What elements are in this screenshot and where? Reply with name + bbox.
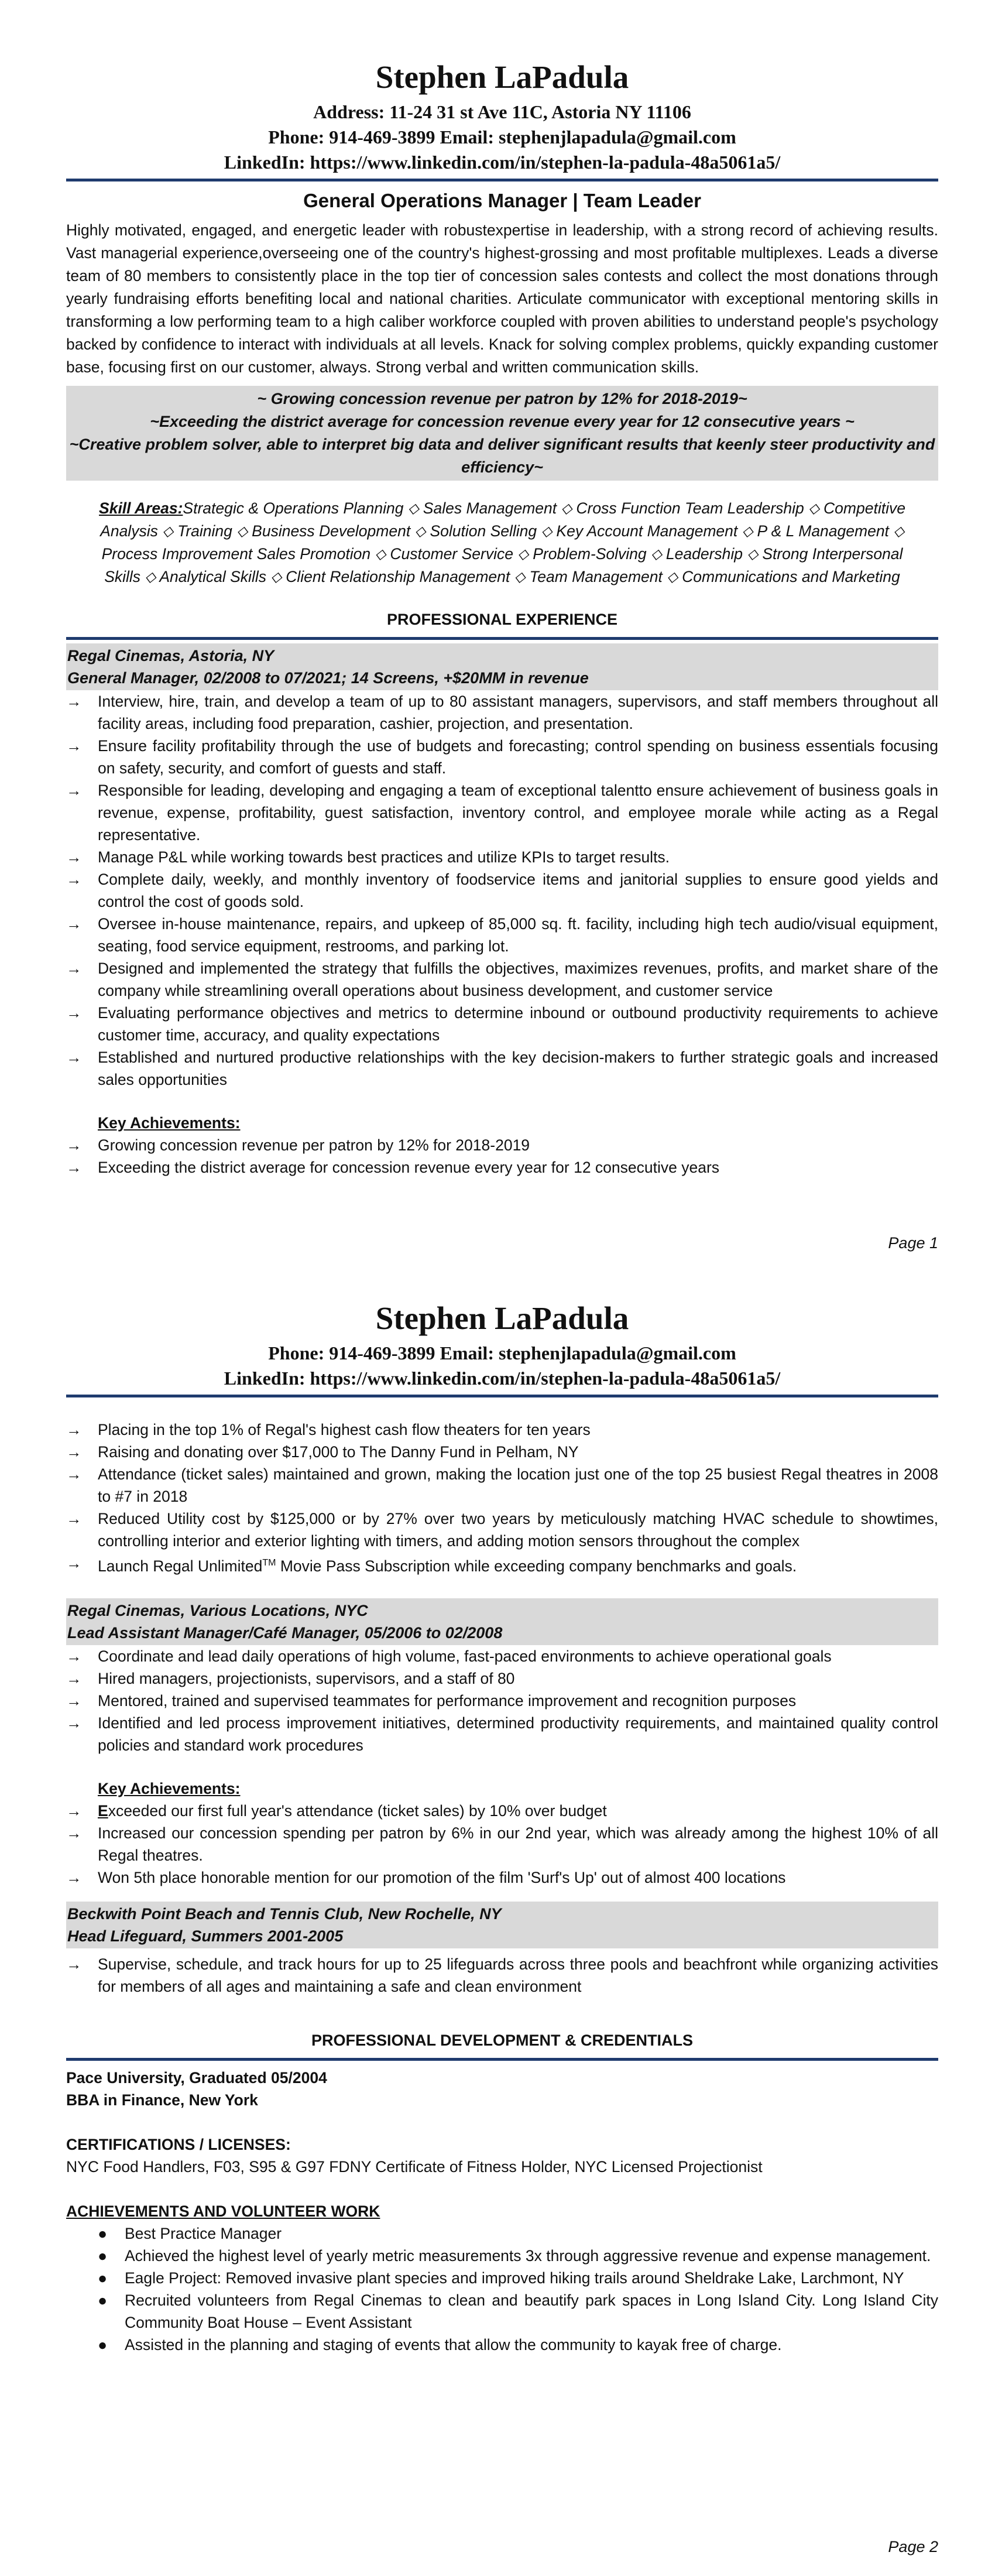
list-item: → Placing in the top 1% of Regal's highest cash flow theaters for ten years <box>66 1419 938 1441</box>
page-number: Page 2 <box>888 2538 938 2556</box>
list-item: → Complete daily, weekly, and monthly inventory of foodservice items and janitorial supplies to ensure good yields and control the cost of goods sold. <box>66 868 938 913</box>
arrow-icon: → <box>66 915 82 933</box>
skill-areas-list: Strategic & Operations Planning ⬦ Sales Management ⬦ Cross Function Team Leadership ⬦ Competitive Analysis ⬦ Training ⬦ Business Development ⬦ Solution Selling ⬦ Key Account Management ⬦ P & L Management ⬦ Process Improvement Sales Promotion ⬦ Customer Service ⬦ Problem-Solving ⬦ Leadership ⬦ Strong Interpersonal Skills ⬦ Analytical Skills ⬦ Client Relationship Management ⬦ Team Management ⬦ Communications and Marketing <box>100 499 905 585</box>
job-header <box>66 643 938 690</box>
list-item: ● Achieved the highest level of yearly metric measurements 3x through aggressive revenue and expense management. <box>66 2245 938 2267</box>
job1-achievements <box>66 1134 938 1179</box>
arrow-icon: → <box>66 693 82 710</box>
job-company: Regal Cinemas, Various Locations, NYC <box>67 1601 368 1619</box>
list-item: → Coordinate and lead daily operations of high volume, fast-paced environments to achieve operational goals <box>66 1645 938 1667</box>
volunteer-list <box>66 2222 938 2356</box>
list-item: → Hired managers, projectionists, supervisors, and a staff of 80 <box>66 1667 938 1690</box>
bullet-icon: ● <box>98 2335 108 2354</box>
job1-responsibilities <box>66 690 938 1091</box>
job1-achievements-continued <box>66 1419 938 1577</box>
list-item: → Increased our concession spending per patron by 6% in our 2nd year, which was already among the highest 10% of all Regal theatres. <box>66 1822 938 1866</box>
bullet-icon: ● <box>98 2291 108 2309</box>
list-item: → Designed and implemented the strategy that fulfills the objectives, maximizes revenues, profits, and market share of the company while streamlining overall operations about business development, and customer service <box>66 957 938 1002</box>
arrow-icon: → <box>66 1714 82 1732</box>
list-item: → Attendance (ticket sales) maintained and grown, making the location just one of the top 25 busiest Regal theatres in 2008 to #7 in 2018 <box>66 1463 938 1508</box>
arrow-icon: → <box>66 1443 82 1461</box>
job-title: Lead Assistant Manager/Café Manager, 05/2006 to 02/2008 <box>67 1623 503 1642</box>
header-divider <box>66 1395 938 1397</box>
list-item: ● Recruited volunteers from Regal Cinemas to clean and beautify park spaces in Long Island City. Long Island City Community Boat House – Event Assistant <box>66 2289 938 2334</box>
list-item: → Supervise, schedule, and track hours for up to 25 lifeguards across three pools and beachfront while organizing activities for members of all ages and maintaining a safe and clean environment <box>66 1953 938 1998</box>
section-divider <box>66 637 938 640</box>
candidate-name: Stephen LaPadula <box>375 1300 629 1336</box>
certifications-text: NYC Food Handlers, F03, S95 & G97 FDNY Certificate of Fitness Holder, NYC Licensed Projectionist <box>66 2157 763 2176</box>
trademark-mark: TM <box>262 1558 276 1568</box>
arrow-icon: → <box>66 1554 82 1572</box>
arrow-icon: → <box>66 1421 82 1438</box>
arrow-icon: → <box>66 1004 82 1022</box>
page-number: Page 1 <box>888 1234 938 1252</box>
list-item: → Interview, hire, train, and develop a team of up to 80 assistant managers, supervisors, and staff members throughout all facility areas, including food preparation, cashier, projection, and presentation. <box>66 690 938 735</box>
job2-responsibilities <box>66 1645 938 1756</box>
arrow-icon: → <box>66 1868 82 1886</box>
skill-areas <box>66 497 938 588</box>
header-divider <box>66 179 938 181</box>
key-achievements-label: Key Achievements: <box>98 1114 241 1132</box>
list-item: → Oversee in-house maintenance, repairs, and upkeep of 85,000 sq. ft. facility, including high tech audio/visual equipment, seating, food service equipment, restrooms, and parking lot. <box>66 913 938 957</box>
highlights-box <box>66 386 938 481</box>
summary-paragraph: Highly motivated, engaged, and energetic leader with robustexpertise in leadership, with a strong record of achieving results. Vast managerial experience,overseeing one of the country's highest-grossing and most profitable multiplexes. Leads a diverse team of 80 members to consistently place in the top tier of concession sales contests and collect the most donations through yearly fundraising efforts benefiting local and national charities. Articulate communicator with exceptional mentoring skills in transforming a low performing team to a high caliber workforce coupled with proven abilities to understand people's psychology backed by confidence to interact with individuals at all levels. Knack for solving complex problems, quickly expanding customer base, focusing first on our customer, always. Strong verbal and written communication skills. <box>66 221 938 376</box>
list-item: → Established and nurtured productive relationships with the key decision-makers to further strategic goals and increased sales opportunities <box>66 1046 938 1091</box>
linkedin-line: LinkedIn: https://www.linkedin.com/in/stephen-la-padula-48a5061a5/ <box>224 152 781 173</box>
phone-email-line: Phone: 914-469-3899 Email: stephenjlapadula@gmail.com <box>268 126 736 148</box>
job-company: Regal Cinemas, Astoria, NY <box>67 647 275 664</box>
list-item: → Mentored, trained and supervised teammates for performance improvement and recognition purposes <box>66 1690 938 1712</box>
job-title: Head Lifeguard, Summers 2001-2005 <box>67 1927 344 1945</box>
certifications-title: CERTIFICATIONS / LICENSES: <box>66 2135 291 2153</box>
bullet-icon: ● <box>98 2246 108 2265</box>
list-item: → Raising and donating over $17,000 to The Danny Fund in Pelham, NY <box>66 1441 938 1463</box>
page2-header <box>66 1300 938 2356</box>
arrow-icon: → <box>66 1159 82 1176</box>
section-title-experience: PROFESSIONAL EXPERIENCE <box>386 611 618 628</box>
arrow-icon: → <box>66 1049 82 1066</box>
list-item: ● Eagle Project: Removed invasive plant species and improved hiking trails around Sheldrake Lake, Larchmont, NY <box>66 2267 938 2289</box>
arrow-icon: → <box>66 1824 82 1842</box>
list-item: → Identified and led process improvement initiatives, determined productivity requirements, and maintained quality control policies and standard work procedures <box>66 1712 938 1756</box>
arrow-icon: → <box>66 1955 82 1973</box>
bullet-icon: ● <box>98 2269 108 2287</box>
arrow-icon: → <box>66 1510 82 1527</box>
job-company: Beckwith Point Beach and Tennis Club, New Rochelle, NY <box>67 1904 502 1923</box>
skill-areas-label: Skill Areas: <box>99 499 183 517</box>
resume-page-2 <box>0 1288 995 2576</box>
list-item: ● Best Practice Manager <box>66 2222 938 2245</box>
arrow-icon: → <box>66 1669 82 1687</box>
highlight-line: ~Creative problem solver, able to interpret big data and deliver significant results that keenly steer productivity and efficiency~ <box>69 436 935 476</box>
page1-header <box>66 59 938 1179</box>
education-school: Pace University, Graduated 05/2004 <box>66 2068 327 2087</box>
headline: General Operations Manager | Team Leader <box>303 190 701 211</box>
list-item: → Launch Regal Unlimited™ Movie Pass Subscription while exceeding company benchmarks and goals. <box>66 1552 938 1577</box>
job-header <box>66 1598 938 1645</box>
section-divider <box>66 2058 938 2061</box>
highlight-line: ~Exceeding the district average for concession revenue every year for 12 consecutive years ~ <box>150 413 855 430</box>
list-item: ● Assisted in the planning and staging of events that allow the community to kayak free of charge. <box>66 2334 938 2356</box>
arrow-icon: → <box>66 848 82 866</box>
job-header <box>66 1902 938 1948</box>
education-degree: BBA in Finance, New York <box>66 2091 258 2109</box>
linkedin-line: LinkedIn: https://www.linkedin.com/in/stephen-la-padula-48a5061a5/ <box>224 1368 781 1389</box>
list-item: → Reduced Utility cost by $125,000 or by 27% over two years by meticulously matching HVAC schedule to showtimes, controlling interior and exterior lighting with timers, and adding motion sensors throughout the complex <box>66 1508 938 1552</box>
candidate-name: Stephen LaPadula <box>375 59 629 95</box>
list-item: → Exceeding the district average for concession revenue every year for 12 consecutive years <box>66 1156 938 1179</box>
highlight-line: ~ Growing concession revenue per patron by 12% for 2018-2019~ <box>257 390 747 407</box>
arrow-icon: → <box>66 960 82 977</box>
arrow-icon: → <box>66 737 82 755</box>
arrow-icon: → <box>66 1801 82 1820</box>
section-title-development: PROFESSIONAL DEVELOPMENT & CREDENTIALS <box>311 2031 694 2049</box>
job2-achievements <box>66 1800 938 1889</box>
arrow-icon: → <box>66 1465 82 1483</box>
volunteer-title: ACHIEVEMENTS AND VOLUNTEER WORK <box>66 2202 380 2220</box>
address-line: Address: 11-24 31 st Ave 11C, Astoria NY 11106 <box>313 101 691 122</box>
list-item: → Exceeded our first full year's attendance (ticket sales) by 10% over budget <box>66 1800 938 1822</box>
phone-email-line: Phone: 914-469-3899 Email: stephenjlapadula@gmail.com <box>268 1342 736 1364</box>
arrow-icon: → <box>66 782 82 799</box>
arrow-icon: → <box>66 1691 82 1710</box>
list-item: → Growing concession revenue per patron by 12% for 2018-2019 <box>66 1134 938 1156</box>
job3-responsibilities <box>66 1953 938 1998</box>
list-item: → Evaluating performance objectives and metrics to determine inbound or outbound productivity requirements to achieve customer time, accuracy, and quality expectations <box>66 1002 938 1046</box>
list-item: → Ensure facility profitability through the use of budgets and forecasting; control spending on business essentials focusing on safety, security, and comfort of guests and staff. <box>66 735 938 779</box>
job-title: General Manager, 02/2008 to 07/2021; 14 Screens, +$20MM in revenue <box>67 669 589 687</box>
list-item: → Responsible for leading, developing and engaging a team of exceptional talentto ensure achievement of business goals in revenue, expense, profitability, guest satisfaction, inventory control, and employee morale while acting as a Regal representative. <box>66 779 938 846</box>
bullet-icon: ● <box>98 2224 108 2242</box>
arrow-icon: → <box>66 1136 82 1154</box>
arrow-icon: → <box>66 871 82 888</box>
arrow-icon: → <box>66 1647 82 1665</box>
list-item: → Won 5th place honorable mention for our promotion of the film 'Surf's Up' out of almost 400 locations <box>66 1866 938 1889</box>
list-item: → Manage P&L while working towards best practices and utilize KPIs to target results. <box>66 846 938 868</box>
key-achievements-label: Key Achievements: <box>98 1779 241 1797</box>
